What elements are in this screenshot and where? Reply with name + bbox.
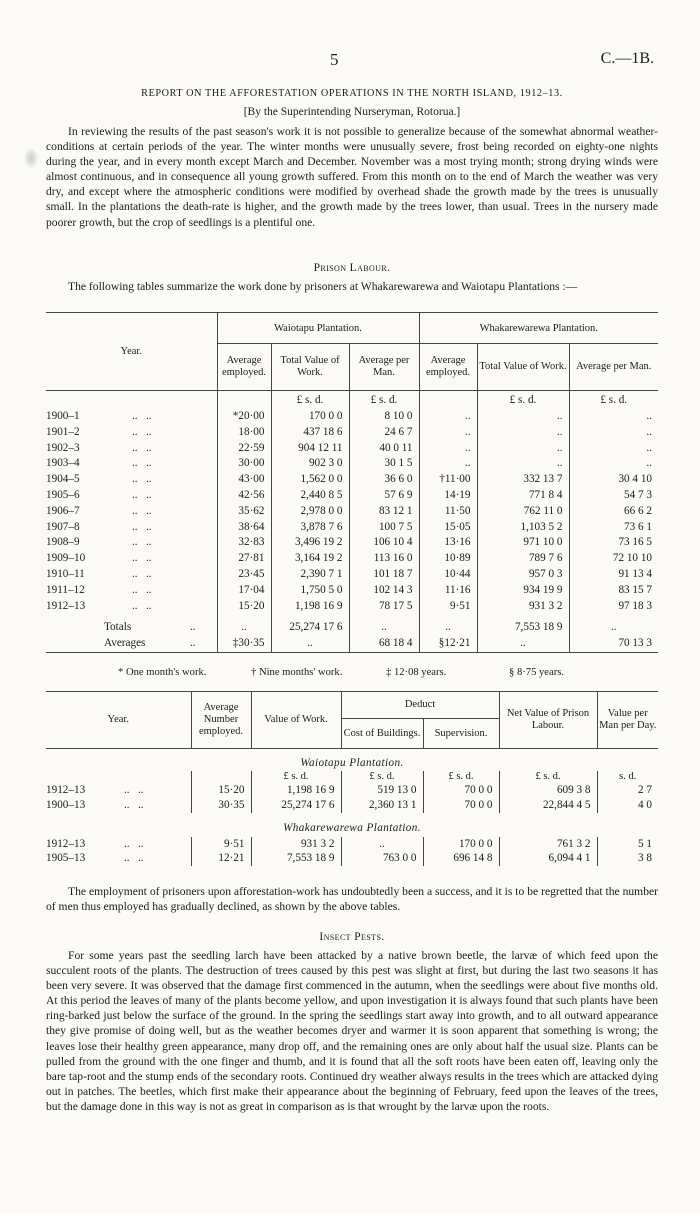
table-cell: 762 11 0 [477,504,569,520]
table-cell: 100 7 5 [349,520,419,536]
insect-paragraph: For some years past the seedling larch have been attacked by a native brown beetle, the larvæ of which feed upon the succulent roots of the plants. The destruction of trees caused by this pest was slight at first, but during the last two seasons it has been very severe. It was observed that the damage first commenced in the autumn, when the seedlings were about five months old. At this period the leaves of many of the plants become yellow, and upon investigation it is always found that such plants have been ring-barked just below the surface of the ground. In the spring the seedlings start away into growth, and to all outward appearance they give promise of doing well, but as the weather becomes dryer and warmer it is soon apparent that something is wrong; the leaves lose their healthy green appearance, many drop off, and the remaining ones are only about half the usual size. Plants can be pulled from the ground with the one finger and thumb, and it is found that all the soft roots have been eaten off, leaving only the bare tap-root and the stump ends of the secondary roots. Continued dry weather always results in the trees which are attacked dying out in patches. The beetles, which first make their appearance about the beginning of February, feed upon the leaves of the trees, but the damage done in this way is not as great in comparison as is that wrought by the larvæ upon the roots. [46,949,658,1113]
year-cell [46,599,217,615]
leader-dots: .. .. [132,457,152,470]
paper-stain-mark [24,148,38,168]
leader-dots: .. .. [132,504,152,517]
value-of-work-header: Value of Work. [251,692,341,749]
year-label: 1905–13 [46,852,86,865]
table-cell: 36 6 0 [349,472,419,488]
table-cell: *20·00 [217,409,271,425]
report-subtitle: [By the Superintending Nurseryman, Rotorua.] [243,106,461,118]
unit-label: £ s. d. [423,771,499,783]
year-label: 1910–11 [46,567,85,580]
table-cell: 2,390 7 1 [271,567,349,583]
table-cell: 10·89 [419,551,477,567]
leader-dots: .. .. [132,552,152,565]
table-cell: 6,094 4 1 [499,851,597,866]
table-cell: 902 3 0 [271,456,349,472]
unit-label: £ s. d. [499,771,597,783]
whakarewarewa-plantation-header: Whakarewarewa Plantation. [419,313,658,344]
table-cell: 57 6 9 [349,488,419,504]
table-cell: 24 6 7 [349,425,419,441]
table-cell: 101 18 7 [349,567,419,583]
table-row [46,488,658,504]
table-cell: 78 17 5 [349,599,419,615]
table-cell: 22·59 [217,441,271,457]
table-cell: 68 18 4 [349,636,419,652]
year-label: 1908–9 [46,536,80,549]
table-cell: 1,750 5 0 [271,583,349,599]
table-row [46,783,658,798]
table-cell: 27·81 [217,551,271,567]
document-code: C.—1B. [600,50,654,67]
table-cell: 904 12 11 [271,441,349,457]
table-cell: .. [419,409,477,425]
table-row [46,851,658,866]
page-header [0,50,700,72]
table-cell: 23·45 [217,567,271,583]
table-cell: 2 7 [597,783,658,798]
table-cell: 25,274 17 6 [271,620,349,636]
leader-dots: .. .. [132,536,152,549]
unit-label: £ s. d. [271,391,349,410]
unit-row [46,771,658,783]
leader-dots: .. .. [132,488,152,501]
table-row [46,472,658,488]
table-row [46,441,658,457]
leader-dots: .. .. [124,837,144,850]
table-cell: 771 8 4 [477,488,569,504]
table-cell: 4 0 [597,798,658,813]
table-cell: 73 6 1 [569,520,658,536]
table-cell: 97 18 3 [569,599,658,615]
table-cell: 971 10 0 [477,535,569,551]
table-cell: 73 16 5 [569,535,658,551]
table-cell: .. [569,441,658,457]
table-cell: .. [477,456,569,472]
leader-dots: .. .. [124,852,144,865]
table-cell: 9·51 [419,599,477,615]
leader-dots: .. .. [132,441,152,454]
leader-dots: .. [190,637,196,650]
footnote: § 8·75 years. [509,667,565,678]
table-row [46,583,658,599]
year-label: 1901–2 [46,425,80,438]
table-cell: .. [271,636,349,652]
year-cell [46,456,217,472]
table-cell: 72 10 10 [569,551,658,567]
year-cell [46,837,191,852]
table-cell: 696 14 8 [423,851,499,866]
table-cell: 8 10 0 [349,409,419,425]
unit-label: s. d. [597,771,658,783]
leader-dots: .. .. [132,520,152,533]
table-cell: 3,496 19 2 [271,535,349,551]
table-cell: §12·21 [419,636,477,652]
leader-dots: .. .. [132,583,152,596]
table-cell: .. [477,636,569,652]
table-cell: 14·19 [419,488,477,504]
table-row [46,837,658,852]
table-cell [191,771,251,783]
table-cell: 13·16 [419,535,477,551]
table-cell: 763 0 0 [341,851,423,866]
table-row [46,798,658,813]
leader-dots: .. .. [132,567,152,580]
leader-dots: .. [190,621,196,634]
table-cell: 35·62 [217,504,271,520]
table-cell: 113 16 0 [349,551,419,567]
table-cell: 789 7 6 [477,551,569,567]
table-cell: 7,553 18 9 [477,620,569,636]
unit-label: £ s. d. [251,771,341,783]
table-cell: .. [569,456,658,472]
year-cell [46,520,217,536]
table-cell: 106 10 4 [349,535,419,551]
table-cell: 38·64 [217,520,271,536]
averages-row [46,636,658,652]
table-row [46,425,658,441]
year-label: 1904–5 [46,473,80,486]
table-cell: .. [569,620,658,636]
net-value-header: Net Value of Prison Labour. [499,692,597,749]
table-row [46,535,658,551]
waiotapu-avg-employed-header: Average employed. [217,344,271,391]
table-row [46,551,658,567]
deduct-header: Deduct [341,692,499,719]
year-label: 1900–13 [46,798,86,811]
table-cell: 2,440 8 5 [271,488,349,504]
year-column-header: Year. [46,692,191,749]
intro-paragraph: In reviewing the results of the past season's work it is not possible to generalize because of the somewhat abnormal weather-conditions at certain periods of the year. The winter months were unusually severe, frost being recorded on eighty-one nights during the year, and in every month except March and December. November was a most trying month; strong drying winds were almost continuous, and in consequence all young growth suffered. From this month on to the end of March the weather was very dry, and except where the atmospheric conditions were modified by overhead shade the growth made by the trees is unusually small. In the plantations the death-rate is higher, and the growth made by the trees lower, than usual. Trees in the nursery made poorer growth, but the crop of seedlings is a plentiful one. [46,125,658,229]
table-cell: .. [419,620,477,636]
table-cell: .. [419,441,477,457]
table-cell: 30 1 5 [349,456,419,472]
table-cell: 3,878 7 6 [271,520,349,536]
net-value-table [46,691,658,866]
year-cell [46,798,191,813]
table-cell: .. [477,441,569,457]
table-cell: 9·51 [191,837,251,852]
year-cell [46,567,217,583]
table-cell: 15·05 [419,520,477,536]
section-row [46,749,658,772]
table-cell [46,771,191,783]
table-cell: 1,198 16 9 [251,783,341,798]
table-cell: 1,562 0 0 [271,472,349,488]
table-cell: 12·21 [191,851,251,866]
table-cell: 15·20 [217,599,271,615]
table-row [46,456,658,472]
waiotapu-total-value-header: Total Value of Work. [271,344,349,391]
table-cell: 70 0 0 [423,783,499,798]
year-label: 1911–12 [46,583,85,596]
year-cell [46,409,217,425]
table-cell: 30·00 [217,456,271,472]
employment-paragraph: The employment of prisoners upon afforestation-work has undoubtedly been a success, and it is to be regretted that the number of men thus employed has gradually declined, as shown by the above tables. [46,885,658,914]
table-cell: 70 0 0 [423,798,499,813]
year-label: 1906–7 [46,504,80,517]
year-label: 1912–13 [46,599,86,612]
table-row [46,599,658,615]
table-cell: †11·00 [419,472,477,488]
totals-label-cell [46,620,217,636]
whaka-avg-employed-header: Average employed. [419,344,477,391]
table-cell: .. [419,425,477,441]
page-number: 5 [330,50,339,69]
unit-label: £ s. d. [569,391,658,410]
waiotapu-avg-per-man-header: Average per Man. [349,344,419,391]
prison-intro-paragraph: The following tables summarize the work done by prisoners at Whakarewarewa and Waiotapu Plantations :— [68,280,578,293]
table-cell: 40 0 11 [349,441,419,457]
year-label: 1912–13 [46,837,86,850]
table-cell: 934 19 9 [477,583,569,599]
table-cell: 91 13 4 [569,567,658,583]
table-cell: 43·00 [217,472,271,488]
table-cell: 931 3 2 [477,599,569,615]
table-cell: 17·04 [217,583,271,599]
table-cell: .. [569,409,658,425]
year-cell [46,551,217,567]
table-cell: 54 7 3 [569,488,658,504]
avg-number-header: Average Number employed. [191,692,251,749]
table-cell: 3 8 [597,851,658,866]
table-cell: 32·83 [217,535,271,551]
table-cell: 70 13 3 [569,636,658,652]
footnote: ‡ 12·08 years. [386,667,447,678]
per-day-header: Value per Man per Day. [597,692,658,749]
leader-dots: .. .. [124,798,144,811]
leader-dots: .. .. [132,425,152,438]
year-cell [46,425,217,441]
unit-label: £ s. d. [477,391,569,410]
table-cell: 30·35 [191,798,251,813]
totals-row [46,620,658,636]
table-cell: ‡30·35 [217,636,271,652]
table-cell: 42·56 [217,488,271,504]
report-title: REPORT ON THE AFFORESTATION OPERATIONS IN THE NORTH ISLAND, 1912–13. [141,88,563,99]
averages-label: Averages [104,637,146,650]
year-label: 1909–10 [46,552,86,565]
table-cell: 83 12 1 [349,504,419,520]
table-row [46,409,658,425]
table-cell: .. [349,620,419,636]
table-cell: 1,198 16 9 [271,599,349,615]
leader-dots: .. .. [132,473,152,486]
whaka-total-value-header: Total Value of Work. [477,344,569,391]
table-cell: 11·50 [419,504,477,520]
whaka-avg-per-man-header: Average per Man. [569,344,658,391]
table-row [46,567,658,583]
leader-dots: .. .. [124,784,144,796]
table-cell: 170 0 0 [271,409,349,425]
year-cell [46,488,217,504]
table-row [46,520,658,536]
averages-label-cell [46,636,217,652]
year-label: 1907–8 [46,520,80,533]
supervision-header: Supervision. [423,719,499,749]
table-cell: .. [477,409,569,425]
table-cell: 22,844 4 5 [499,798,597,813]
waiotapu-plantation-header: Waiotapu Plantation. [217,313,419,344]
table-cell: 2,360 13 1 [341,798,423,813]
table-cell: 7,553 18 9 [251,851,341,866]
year-cell [46,583,217,599]
year-label: 1902–3 [46,441,80,454]
table-cell: .. [569,425,658,441]
table-cell: 761 3 2 [499,837,597,852]
year-label: 1903–4 [46,457,80,470]
table-cell: 3,164 19 2 [271,551,349,567]
table-cell: 66 6 2 [569,504,658,520]
unit-label: £ s. d. [341,771,423,783]
section-row [46,813,658,837]
table-row [46,504,658,520]
table-cell: 30 4 10 [569,472,658,488]
totals-label: Totals [104,621,132,634]
footnote: † Nine months' work. [251,667,343,678]
table-cell: 2,978 0 0 [271,504,349,520]
cost-of-buildings-header: Cost of Buildings. [341,719,423,749]
year-cell [46,472,217,488]
table-cell: 18·00 [217,425,271,441]
year-cell [46,783,191,798]
prison-labour-heading: Prison Labour. [313,262,391,274]
table-cell: 1,103 5 2 [477,520,569,536]
table-cell: 332 13 7 [477,472,569,488]
year-label: 1912–13 [46,784,86,796]
year-column-header: Year. [46,313,217,391]
table-cell: 25,274 17 6 [251,798,341,813]
unit-label: £ s. d. [349,391,419,410]
table-cell: 609 3 8 [499,783,597,798]
year-cell [46,441,217,457]
section-title: Waiotapu Plantation. [300,756,404,769]
table-cell: 931 3 2 [251,837,341,852]
leader-dots: .. .. [132,599,152,612]
year-cell [46,851,191,866]
year-label: 1905–6 [46,488,80,501]
table-cell: .. [419,456,477,472]
table-cell: 11·16 [419,583,477,599]
table-cell: 5 1 [597,837,658,852]
table-cell: .. [341,837,423,852]
insect-pests-heading: Insect Pests. [319,931,385,943]
section-title: Whakarewarewa Plantation. [283,822,421,835]
table-cell: .. [217,620,271,636]
table-cell: 10·44 [419,567,477,583]
year-label: 1900–1 [46,410,80,422]
year-cell [46,504,217,520]
footnote: * One month's work. [118,667,207,678]
table-cell: 170 0 0 [423,837,499,852]
table-cell: 102 14 3 [349,583,419,599]
table-cell: 15·20 [191,783,251,798]
table-cell: 519 13 0 [341,783,423,798]
leader-dots: .. .. [132,410,152,422]
table-cell: 83 15 7 [569,583,658,599]
prison-labour-table [46,312,658,653]
table-cell: 957 0 3 [477,567,569,583]
table-cell: 437 18 6 [271,425,349,441]
table-cell: .. [477,425,569,441]
year-cell [46,535,217,551]
